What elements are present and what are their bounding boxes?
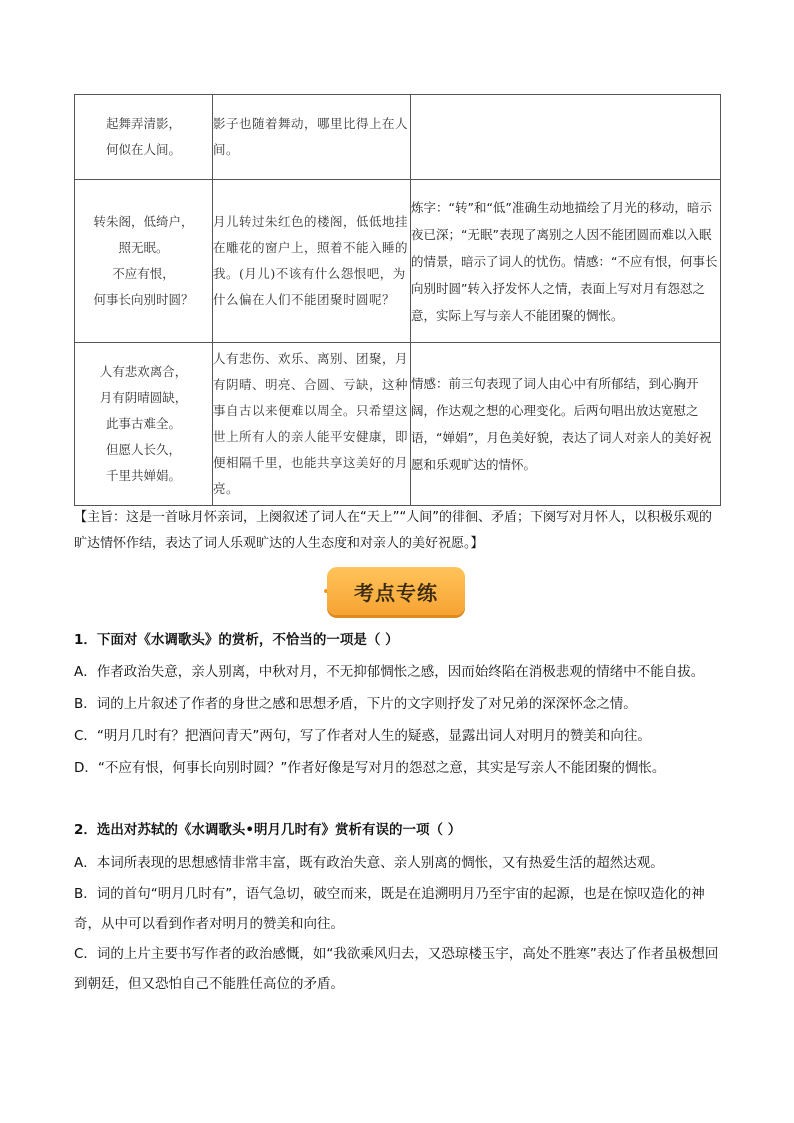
original-text-cell — [75, 180, 213, 343]
question-stem: 1．下面对《水调歌头》的赏析，不恰当的一项是（ ） — [74, 632, 399, 648]
question-1 — [74, 627, 724, 784]
analysis-cell: 炼字：“转”和“低”准确生动地描绘了月光的移动，暗示夜已深；“无眠”表现了离别之人因不能团圆而难以入眠的情景，暗示了词人的忧伤。情感：“不应有恨，何事长向别时圆”转入抒发怀人之情，表面上写对月有怨怼之意，实际上写与亲人不能团聚的惆怅。 — [411, 180, 721, 343]
question-2 — [74, 817, 724, 999]
analysis-cell: 情感：前三句表现了词人由心中有所郁结，到心胸开阔，作达观之想的心理变化。后两句唱出放达宽慰之语，“婵娟”，月色美好貌，表达了词人对亲人的美好祝愿和乐观旷达的情怀。 — [411, 343, 721, 506]
table-row — [75, 180, 721, 343]
option-b: B．词的上片叙述了作者的身世之感和思想矛盾，下片的文字则抒发了对兄弟的深深怀念之情。 — [74, 696, 637, 712]
original-text-cell — [75, 343, 213, 506]
theme-summary: 【主旨：这是一首咏月怀亲词，上阕叙述了词人在“天上”“人间”的徘徊、矛盾；下阕写对月怀人，以积极乐观的旷达情怀作结，表达了词人乐观旷达的人生态度和对亲人的美好祝愿。】 — [74, 510, 712, 551]
original-line: 照无眠。 — [118, 240, 169, 255]
translation-cell: 影子也随着舞动，哪里比得上在人间。 — [213, 95, 411, 180]
original-text-cell — [75, 95, 213, 180]
option-c: C．“明月几时有？把酒问青天”两句，写了作者对人生的疑惑，显露出词人对明月的赞美和向往。 — [74, 728, 651, 744]
original-line: 但愿人长久， — [105, 442, 181, 457]
original-line: 人有悲欢离合， — [99, 364, 188, 379]
section-banner — [320, 567, 470, 617]
original-line: 转朱阁，低绮户， — [93, 214, 194, 229]
original-line: 千里共婵娟。 — [105, 468, 181, 483]
option-a: A．本词所表现的思想感情非常丰富，既有政治失意、亲人别离的惆怅，又有热爱生活的超然达观。 — [74, 855, 664, 871]
original-line: 不应有恨， — [112, 266, 175, 281]
banner-label: 考点专练 — [327, 567, 465, 615]
option-c: C．词的上片主要书写作者的政治感慨，如“我欲乘风归去，又恐琼楼玉宇，高处不胜寒”表达了作者虽极想回到朝廷，但又恐怕自己不能胜任高位的矛盾。 — [74, 946, 719, 992]
option-d: D．“不应有恨，何事长向别时圆？”作者好像是写对月的怨怼之意，其实是写亲人不能团聚的惆怅。 — [74, 760, 666, 776]
original-line: 起舞弄清影， — [105, 116, 181, 131]
option-b: B．词的首句“明月几时有”，语气急切，破空而来，既是在追溯明月乃至宇宙的起源，也是在惊叹造化的神奇，从中可以看到作者对明月的赞美和向往。 — [74, 886, 705, 932]
translation-cell: 月儿转过朱红色的楼阁，低低地挂在雕花的窗户上，照着不能入睡的我。(月儿)不该有什么怨恨吧，为什么偏在人们不能团聚时圆呢？ — [213, 180, 411, 343]
translation-cell: 人有悲伤、欢乐、离别、团聚，月有阴晴、明亮、合圆、亏缺，这种事自古以来便难以周全。只希望这世上所有人的亲人能平安健康，即便相隔千里，也能共享这美好的月亮。 — [213, 343, 411, 506]
original-line: 月有阴晴圆缺， — [99, 390, 188, 405]
table-row — [75, 343, 721, 506]
poem-analysis-table — [74, 94, 721, 506]
original-line: 此事古难全。 — [105, 416, 181, 431]
option-a: A．作者政治失意，亲人别离，中秋对月，不无抑郁惆怅之感，因而始终陷在消极悲观的情绪中不能自拔。 — [74, 664, 705, 680]
question-stem: 2．选出对苏轼的《水调歌头•明月几时有》赏析有误的一项（ ） — [74, 822, 462, 838]
original-line: 何事长向别时圆？ — [93, 292, 194, 307]
table-row — [75, 95, 721, 180]
analysis-cell — [411, 95, 721, 180]
original-line: 何似在人间。 — [105, 142, 181, 157]
